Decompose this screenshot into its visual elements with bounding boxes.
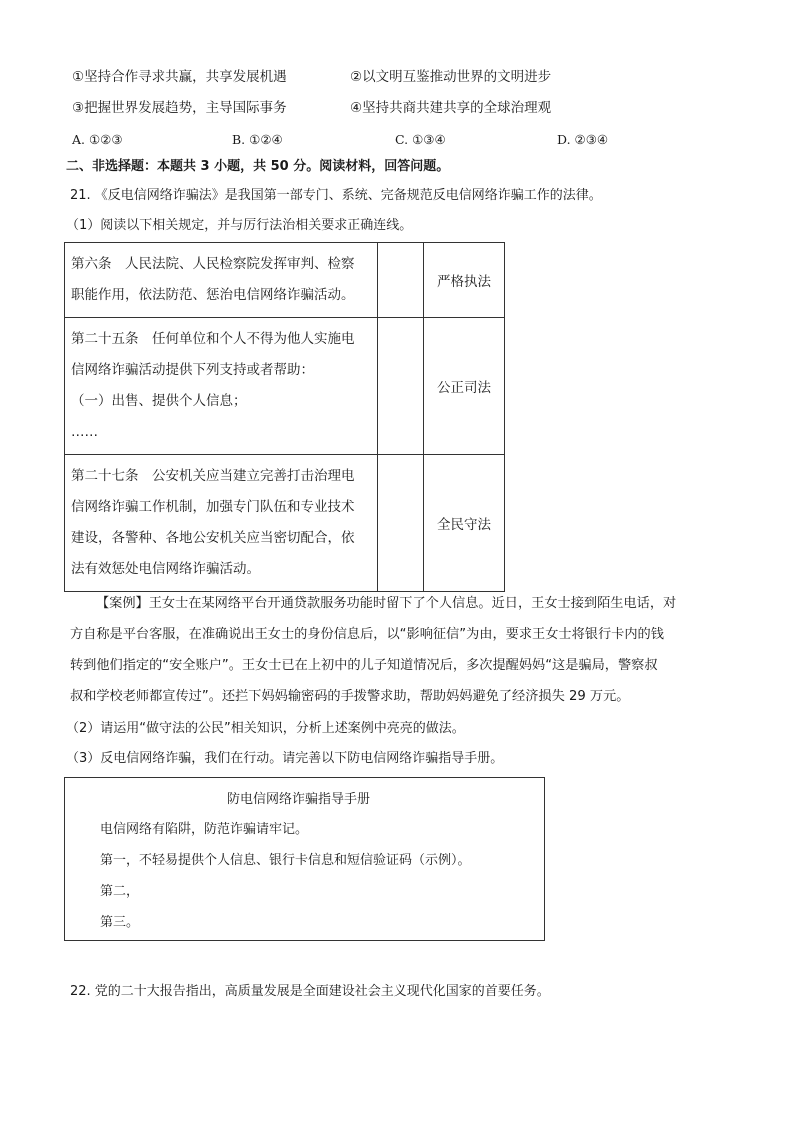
term-fair-justice: 公正司法 <box>424 318 505 455</box>
article-6-line: 第六条 人民法院、人民检察院发挥审判、检察 <box>71 256 355 272</box>
article-25-cell <box>65 318 378 455</box>
option-4: ④坚持共商共建共享的全球治理观 <box>350 100 552 116</box>
law-matching-table <box>64 242 505 592</box>
option-1: ①坚持合作寻求共赢，共享发展机遇 <box>72 69 287 85</box>
match-gap <box>378 455 424 592</box>
handbook-line: 第一，不轻易提供个人信息、银行卡信息和短信验证码（示例）。 <box>100 853 471 868</box>
choice-a: A. ①②③ <box>72 132 123 147</box>
handbook-line: 第三。 <box>100 915 140 930</box>
article-25-line: （一）出售、提供个人信息； <box>71 393 247 409</box>
choice-c: C. ①③④ <box>395 132 446 147</box>
term-law-abiding: 全民守法 <box>424 455 505 592</box>
table-row <box>65 318 505 455</box>
table-row <box>65 455 505 592</box>
article-25-line: 信网络诈骗活动提供下列支持或者帮助： <box>71 362 314 378</box>
table-row <box>65 243 505 318</box>
option-3: ③把握世界发展趋势，主导国际事务 <box>72 100 287 116</box>
choice-b: B. ①②④ <box>232 132 283 147</box>
q21-sub1: （1）阅读以下相关规定，并与厉行法治相关要求正确连线。 <box>66 218 413 233</box>
term-strict-enforcement: 严格执法 <box>424 243 505 318</box>
q21-intro: 21. 《反电信网络诈骗法》是我国第一部专门、系统、完备规范反电信网络诈骗工作的法律。 <box>70 188 602 203</box>
article-27-line: 第二十七条 公安机关应当建立完善打击治理电 <box>71 468 355 484</box>
article-25-line: 第二十五条 任何单位和个人不得为他人实施电 <box>71 331 355 347</box>
handbook-box <box>64 777 545 941</box>
case-line: 方自称是平台客服，在准确说出王女士的身份信息后，以“影响征信”为由，要求王女士将银行卡内的钱 <box>70 627 664 642</box>
article-27-line: 信网络诈骗工作机制，加强专门队伍和专业技术 <box>71 499 355 515</box>
article-25-line: …… <box>71 424 98 440</box>
article-27-line: 建设，各警种、各地公安机关应当密切配合，依 <box>71 530 355 546</box>
handbook-title: 防电信网络诈骗指导手册 <box>227 792 371 807</box>
handbook-line: 电信网络有陷阱，防范诈骗请牢记。 <box>100 822 309 837</box>
choice-d: D. ②③④ <box>557 132 609 147</box>
case-line: 【案例】王女士在某网络平台开通贷款服务功能时留下了个人信息。近日，王女士接到陌生电话，对 <box>96 596 677 611</box>
section-heading: 二、非选择题：本题共 3 小题，共 50 分。阅读材料，回答问题。 <box>66 159 450 174</box>
q21-sub2: （2）请运用“做守法的公民”相关知识，分析上述案例中亮亮的做法。 <box>66 721 465 736</box>
q22-intro: 22. 党的二十大报告指出，高质量发展是全面建设社会主义现代化国家的首要任务。 <box>70 984 550 999</box>
handbook-line: 第二， <box>100 884 140 899</box>
match-gap <box>378 318 424 455</box>
option-2: ②以文明互鉴推动世界的文明进步 <box>350 69 552 85</box>
article-27-cell <box>65 455 378 592</box>
case-line: 叔和学校老师都宣传过”。还拦下妈妈输密码的手拨警求助，帮助妈妈避免了经济损失 29 万元。 <box>70 689 630 704</box>
article-6-cell <box>65 243 378 318</box>
q21-sub3: （3）反电信网络诈骗，我们在行动。请完善以下防电信网络诈骗指导手册。 <box>66 751 504 766</box>
match-gap <box>378 243 424 318</box>
case-line: 转到他们指定的“安全账户”。王女士已在上初中的儿子知道情况后，多次提醒妈妈“这是骗局，警察叔 <box>70 658 658 673</box>
article-27-line: 法有效惩处电信网络诈骗活动。 <box>71 561 260 577</box>
article-6-line: 职能作用，依法防范、惩治电信网络诈骗活动。 <box>71 287 355 303</box>
